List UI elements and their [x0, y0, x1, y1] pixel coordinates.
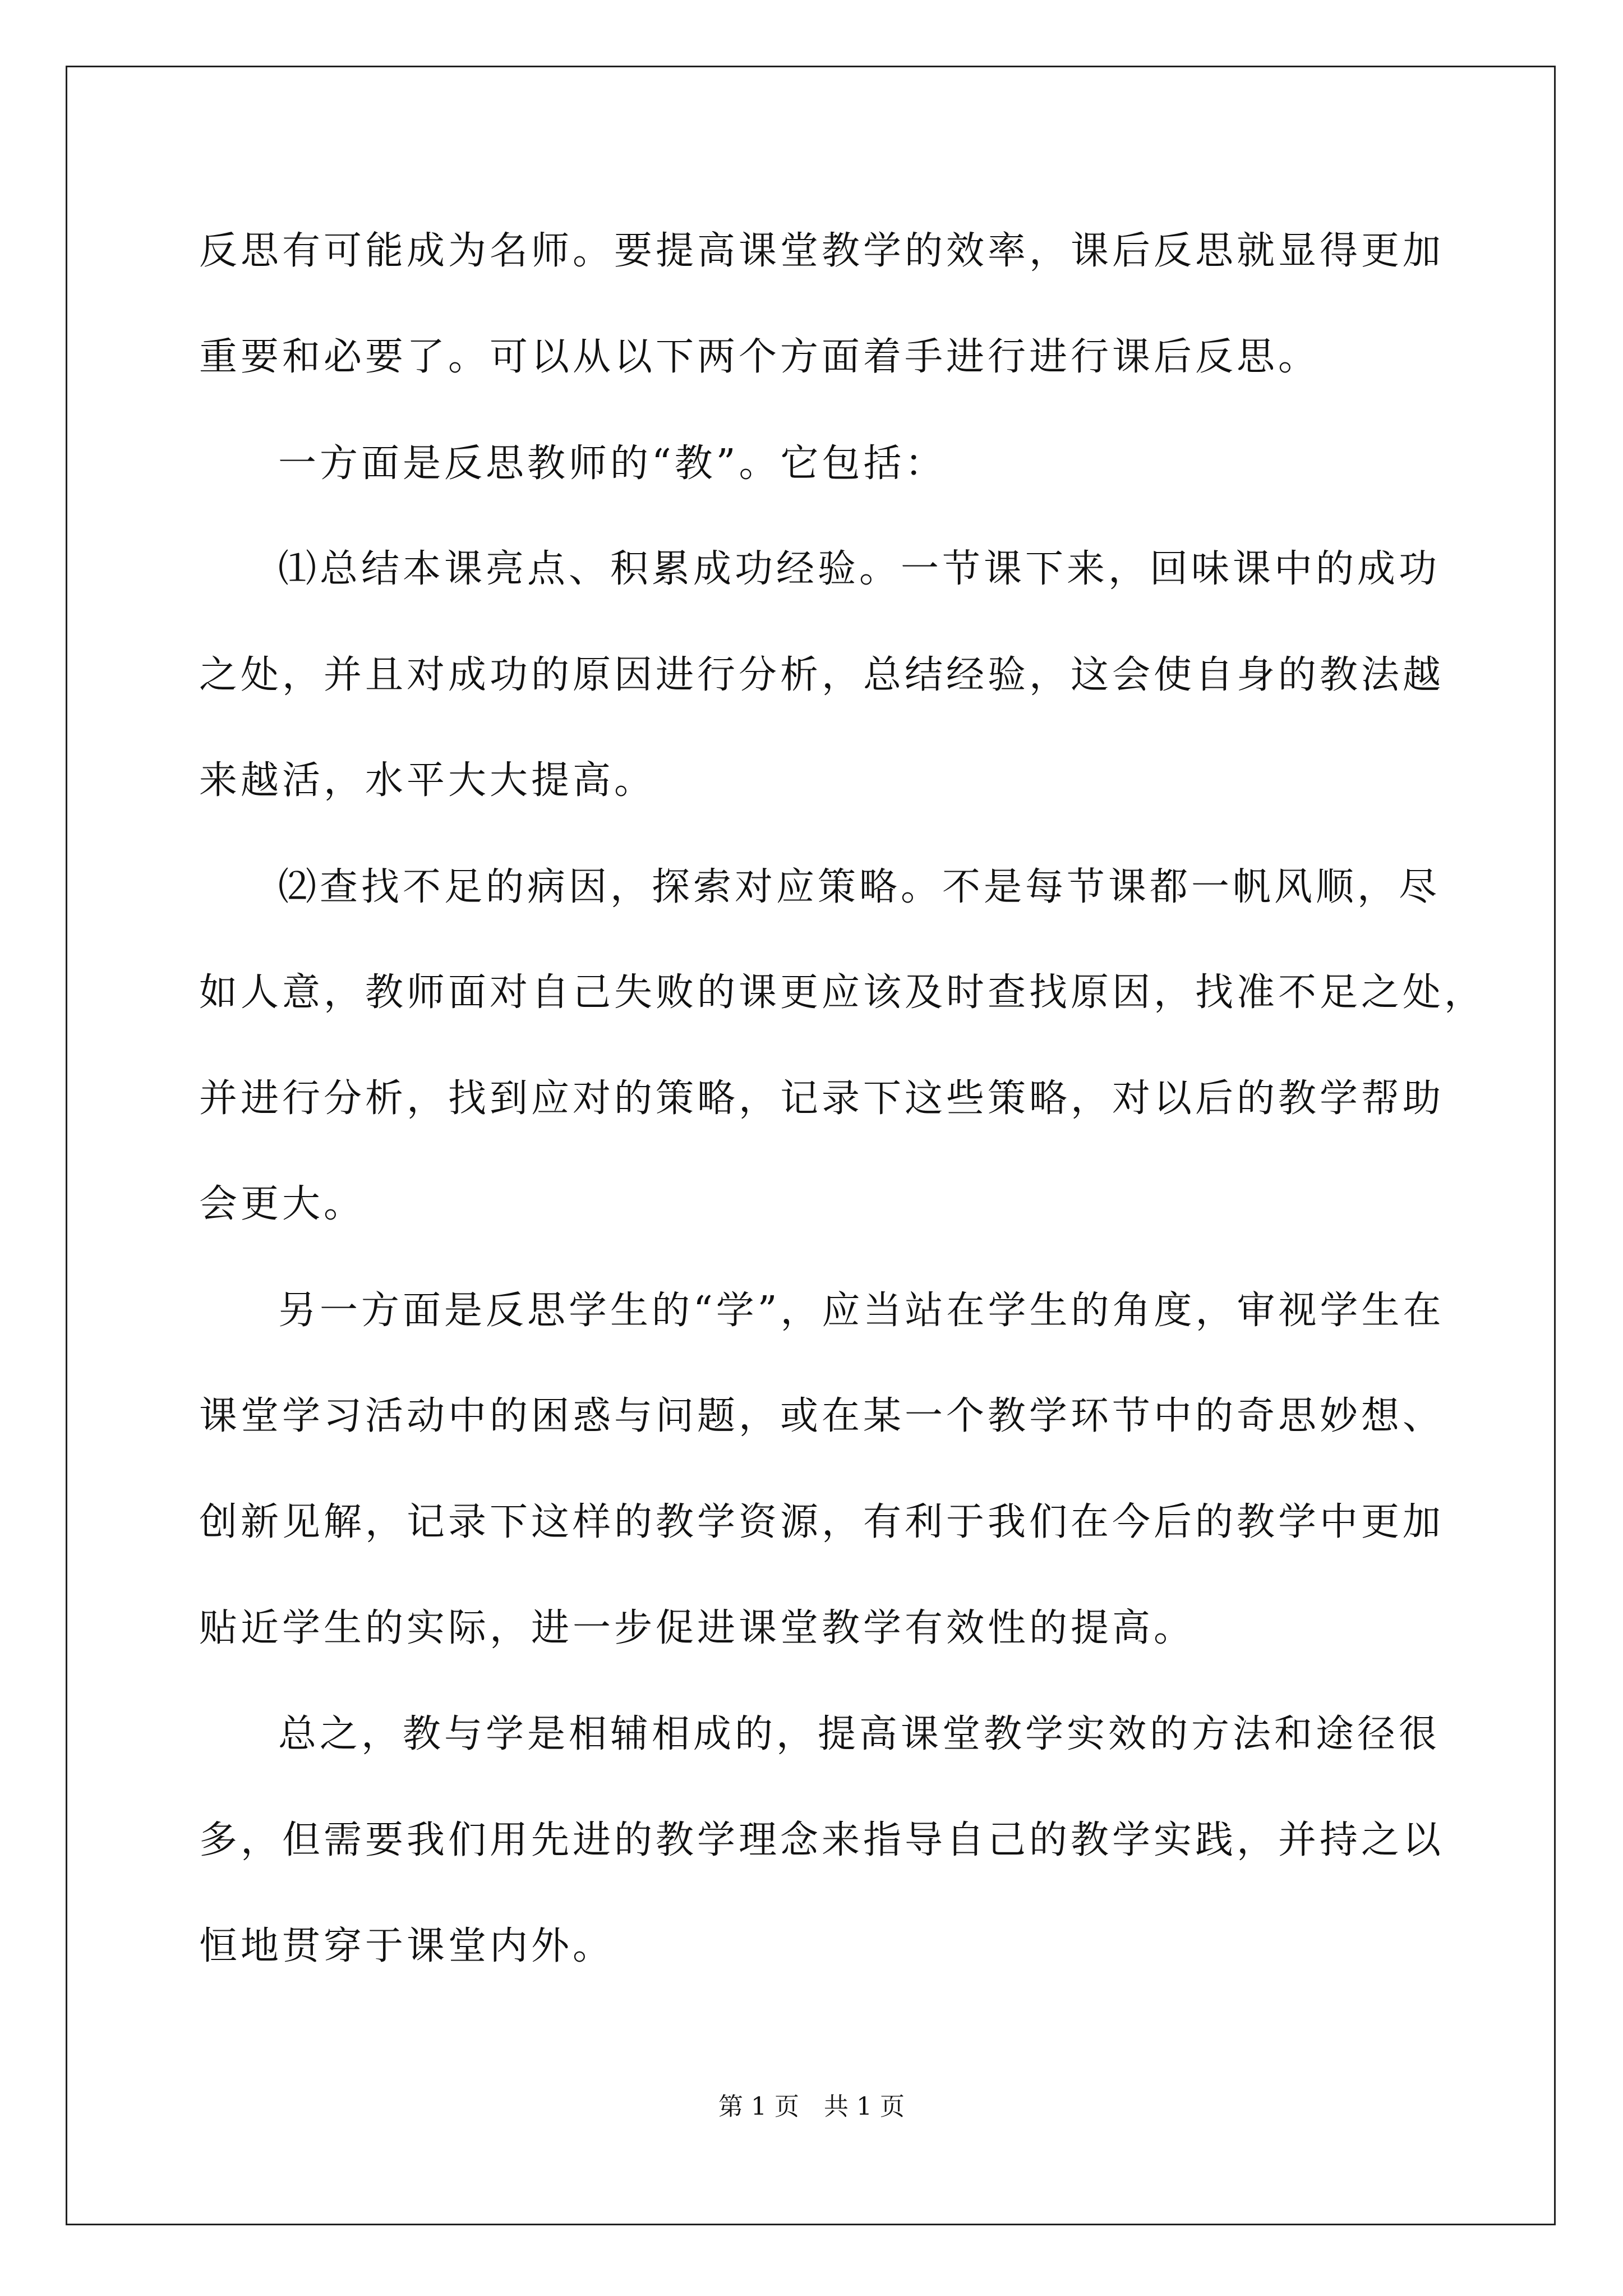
body-line: 重要和必要了。可以从以下两个方面着手进行进行课后反思。	[199, 335, 1320, 379]
paragraph-first-line: 总之，教与学是相辅相成的，提高课堂教学实效的方法和途径很	[278, 1712, 1441, 1756]
page-border	[66, 66, 1556, 2225]
paragraph-first-line: ⑵查找不足的病因，探索对应策略。不是每节课都一帆风顺，尽	[278, 865, 1441, 909]
paragraph-first-line: ⑴总结本课亮点、积累成功经验。一节课下来，回味课中的成功	[278, 547, 1441, 591]
body-line: 贴近学生的实际，进一步促进课堂教学有效性的提高。	[199, 1606, 1196, 1650]
page-total: 共 1 页	[824, 2092, 905, 2121]
paragraph-first-line: 一方面是反思教师的“教”。它包括：	[278, 441, 947, 486]
page-number: 第 1 页	[718, 2092, 799, 2121]
paragraph-first-line: 另一方面是反思学生的“学”，应当站在学生的角度，审视学生在	[278, 1289, 1445, 1333]
body-line: 反思有可能成为名师。要提高课堂教学的效率，课后反思就显得更加	[199, 229, 1445, 273]
body-line: 来越活，水平大大提高。	[199, 758, 656, 803]
body-line: 如人意，教师面对自己失败的课更应该及时查找原因，找准不足之处，	[199, 970, 1486, 1015]
body-line: 并进行分析，找到应对的策略，记录下这些策略，对以后的教学帮助	[199, 1076, 1445, 1121]
body-line: 课堂学习活动中的困惑与问题，或在某一个教学环节中的奇思妙想、	[199, 1394, 1445, 1438]
page-footer	[0, 2090, 1623, 2124]
body-line: 恒地贯穿于课堂内外。	[199, 1924, 615, 1968]
body-line: 之处，并且对成功的原因进行分析，总结经验，这会使自身的教法越	[199, 653, 1445, 697]
body-line: 会更大。	[199, 1182, 366, 1226]
body-line: 多，但需要我们用先进的教学理念来指导自己的教学实践，并持之以	[199, 1818, 1445, 1862]
body-line: 创新见解，记录下这样的教学资源，有利于我们在今后的教学中更加	[199, 1500, 1445, 1544]
